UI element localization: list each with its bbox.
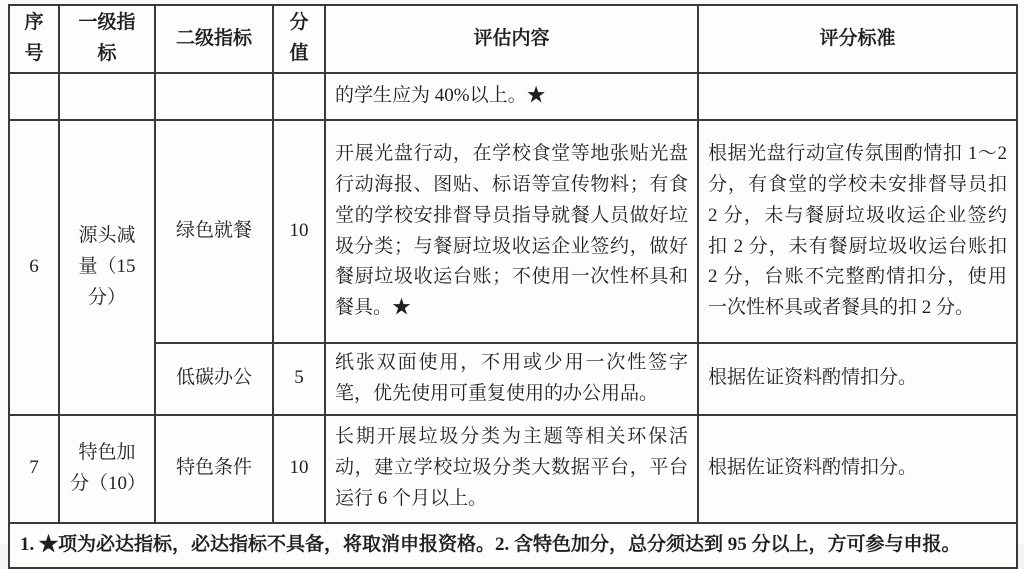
header-col-scoring-criteria: 评分标准 <box>698 5 1017 73</box>
cell-serial: 6 <box>9 120 59 415</box>
table-row <box>9 415 1017 523</box>
cell-primary-indicator: 源头减量（15 分） <box>59 120 155 415</box>
evaluation-table <box>8 4 1018 569</box>
header-col-primary-indicator: 一级指标 <box>59 5 155 73</box>
cell-primary-empty <box>59 73 155 120</box>
cell-primary-indicator: 特色加分（10） <box>59 415 155 523</box>
cell-evaluation-content: 的学生应为 40%以上。★ <box>325 73 698 120</box>
cell-scoring-criteria: 根据光盘行动宣传氛围酌情扣 1～2 分，有食堂的学校未安排督导员扣 2 分，未与餐厨垃圾收运企业签约扣 2 分，未有餐厨垃圾收运台账扣 2 分，台账不完整酌情扣分，使用一次性杯具或者餐具的扣 2 分。 <box>698 120 1017 343</box>
cell-secondary-indicator: 特色条件 <box>155 415 273 523</box>
cell-evaluation-content: 纸张双面使用，不用或少用一次性签字笔，优先使用可重复使用的办公用品。 <box>325 343 698 415</box>
cell-evaluation-content: 长期开展垃圾分类为主题等相关环保活动，建立学校垃圾分类大数据平台，平台运行 6 个月以上。 <box>325 415 698 523</box>
cell-secondary-empty <box>155 73 273 120</box>
cell-score-empty <box>273 73 325 120</box>
cell-evaluation-content: 开展光盘行动，在学校食堂等地张贴光盘行动海报、图贴、标语等宣传物料；有食堂的学校安排督导员指导就餐人员做好垃圾分类；与餐厨垃圾收运企业签约，做好餐厨垃圾收运台账；不使用一次性杯具和餐具。★ <box>325 120 698 343</box>
table-header-row <box>9 5 1017 73</box>
header-col-secondary-indicator: 二级指标 <box>155 5 273 73</box>
cell-scoring-criteria: 根据佐证资料酌情扣分。 <box>698 343 1017 415</box>
cell-serial-empty <box>9 73 59 120</box>
cell-scoring-criteria-empty <box>698 73 1017 120</box>
carryover-row <box>9 73 1017 120</box>
table-row <box>9 343 1017 415</box>
cell-score: 10 <box>273 415 325 523</box>
header-col-evaluation-content: 评估内容 <box>325 5 698 73</box>
table-row <box>9 120 1017 343</box>
cell-score: 10 <box>273 120 325 343</box>
footnote: 1. ★项为必达指标，必达指标不具备，将取消申报资格。2. 含特色加分，总分须达到 95 分以上，方可参与申报。 <box>9 523 1017 568</box>
header-col-serial: 序号 <box>9 5 59 73</box>
cell-secondary-indicator: 低碳办公 <box>155 343 273 415</box>
header-col-score: 分值 <box>273 5 325 73</box>
footnote-row <box>9 523 1017 568</box>
cell-score: 5 <box>273 343 325 415</box>
cell-scoring-criteria: 根据佐证资料酌情扣分。 <box>698 415 1017 523</box>
cell-serial: 7 <box>9 415 59 523</box>
cell-secondary-indicator: 绿色就餐 <box>155 120 273 343</box>
